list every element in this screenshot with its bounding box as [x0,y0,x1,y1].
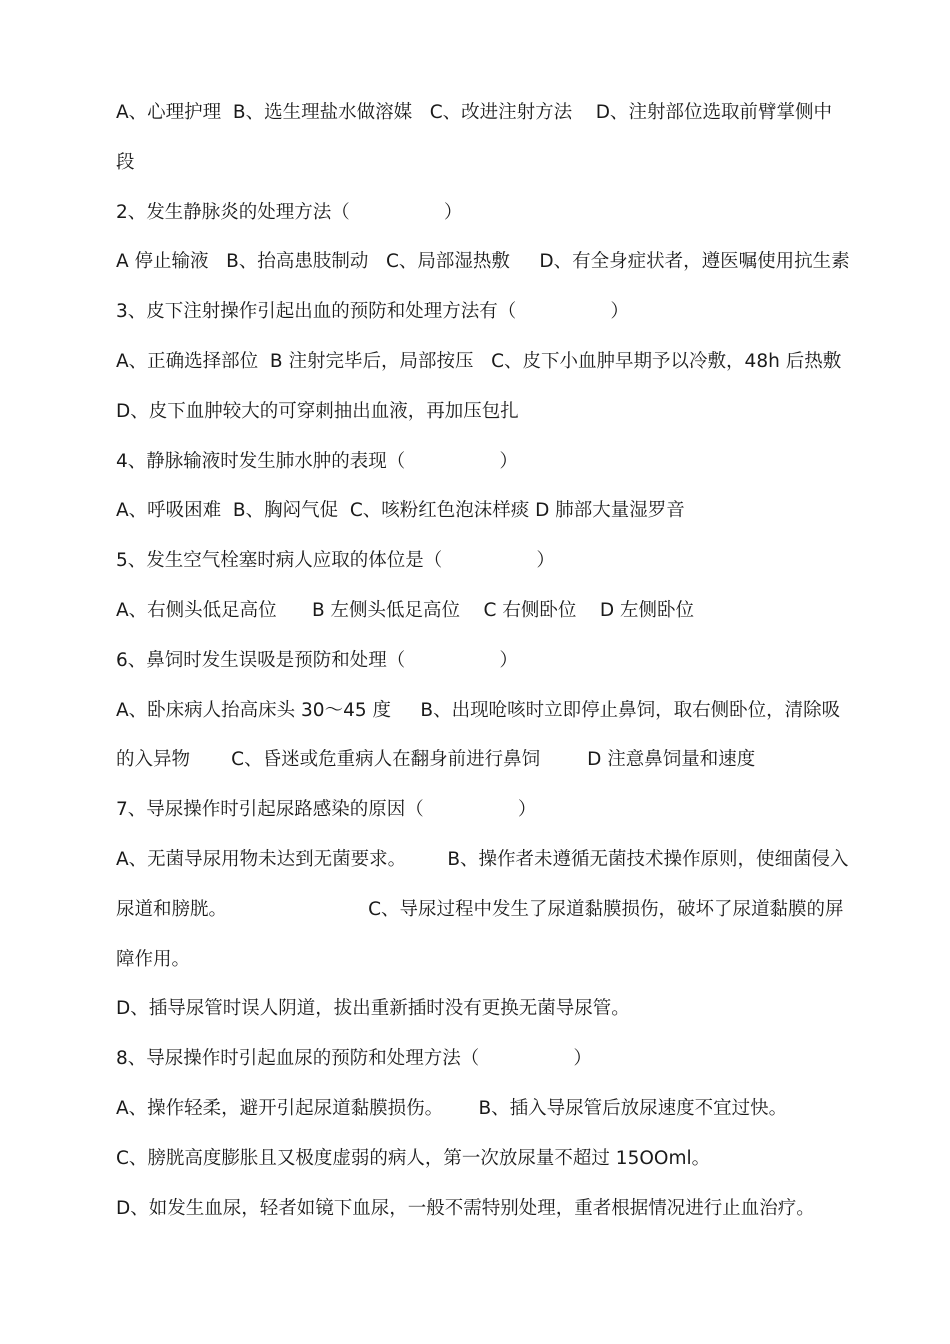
options-line: 障作用。 [116,948,191,970]
options-line: D、插导尿管时误人阴道，拔出重新插时没有更换无菌导尿管。 [116,998,630,1020]
text-line: A、心理护理 B、选生理盐水做溶媒 C、改进注射方法 D、注射部位选取前臂掌侧中 [116,102,832,123]
options-line: A 停止输液 B、抬高患肢制动 C、局部湿热敷 D、有全身症状者，遵医嘱使用抗生素 [116,251,850,273]
document-body [116,92,876,1237]
question-line: 2、发生静脉炎的处理方法（ ） [116,201,463,223]
question-line: 3、皮下注射操作引起出血的预防和处理方法有（ ） [116,301,629,323]
options-line: A、无菌导尿用物未达到无菌要求。 B、操作者未遵循无菌技术操作原则，使细菌侵入 [116,848,849,870]
options-line: A、右侧头低足高位 B 左侧头低足高位 C 右侧卧位 D 左侧卧位 [116,599,694,621]
options-line: C、膀胱高度膨胀且又极度虚弱的病人，第一次放尿量不超过 15OOml。 [116,1147,711,1169]
options-line: 尿道和膀胱。 C、导尿过程中发生了尿道黏膜损伤，破坏了尿道黏膜的屏 [116,898,844,920]
question-line: 4、静脉输液时发生肺水肿的表现（ ） [116,450,518,472]
options-line: A、卧床病人抬高床头 30～45 度 B、出现呛咳时立即停止鼻饲，取右侧卧位，清除吸 [116,699,841,721]
options-line: A、操作轻柔，避开引起尿道黏膜损伤。 B、插入导尿管后放尿速度不宜过快。 [116,1097,788,1119]
options-line: A、正确选择部位 B 注射完毕后，局部按压 C、皮下小血肿早期予以冷敷，48h 后热敷 [116,350,842,372]
question-line: 8、导尿操作时引起血尿的预防和处理方法（ ） [116,1048,592,1070]
question-line: 7、导尿操作时引起尿路感染的原因（ ） [116,799,537,821]
question-line: 5、发生空气栓塞时病人应取的体位是（ ） [116,550,555,572]
options-line: D、皮下血肿较大的可穿刺抽出血液，再加压包扎 [116,400,519,422]
options-line: D、如发生血尿，轻者如镜下血尿，一般不需特别处理，重者根据情况进行止血治疗。 [116,1197,815,1219]
options-line: A、呼吸困难 B、胸闷气促 C、咳粉红色泡沫样痰 D 肺部大量湿罗音 [116,500,685,522]
text-line: 段 [116,151,135,173]
question-line: 6、鼻饲时发生误吸是预防和处理（ ） [116,649,518,671]
options-line: 的入异物 C、昏迷或危重病人在翻身前进行鼻饲 D 注意鼻饲量和速度 [116,749,756,771]
